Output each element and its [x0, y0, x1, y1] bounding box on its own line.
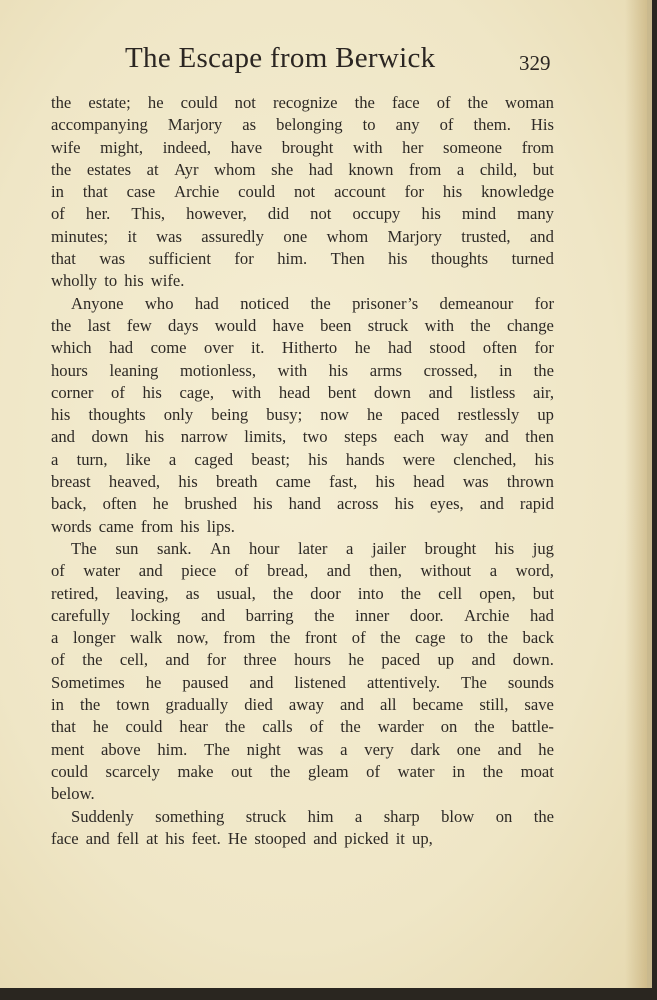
- text-line: carefully locking and barring the inner door. Archie had: [51, 605, 554, 625]
- text-line: a longer walk now, from the front of the cage to the back: [51, 628, 554, 648]
- text-line: that he could hear the calls of the warder on the battle-: [51, 717, 554, 737]
- text-line: in the town gradually died away and all became still, save: [51, 695, 554, 715]
- text-line: could scarcely make out the gleam of water in the moat: [51, 761, 554, 781]
- text-line: the estates at Ayr whom she had known from a child, but: [51, 159, 554, 179]
- paragraph: [51, 293, 554, 538]
- page-header: [0, 42, 652, 86]
- text-line: the last few days would have been struck with the change: [51, 315, 554, 335]
- text-line: of her. This, however, did not occupy his mind many: [51, 204, 554, 224]
- text-line: wholly to his wife.: [51, 271, 185, 291]
- text-line: corner of his cage, with head bent down and listless air,: [51, 382, 554, 402]
- text-line: a turn, like a caged beast; his hands were clenched, his: [51, 449, 554, 469]
- text-line: back, often he brushed his hand across his eyes, and rapid: [51, 494, 554, 514]
- text-line: hours leaning motionless, with his arms crossed, in the: [51, 360, 554, 380]
- text-line: breast heaved, his breath came fast, his head was thrown: [51, 472, 554, 492]
- text-line: that was sufficient for him. Then his thoughts turned: [51, 249, 554, 269]
- paragraph: [51, 806, 554, 851]
- text-line: of water and piece of bread, and then, without a word,: [51, 561, 554, 581]
- text-line: the estate; he could not recognize the face of the woman: [51, 93, 554, 112]
- text-line: Suddenly something struck him a sharp blow on the: [71, 806, 554, 826]
- text-line: wife might, indeed, have brought with her someone from: [51, 137, 554, 157]
- text-line: face and fell at his feet. He stooped and picked it up,: [51, 828, 433, 848]
- text-line: words came from his lips.: [51, 516, 235, 536]
- text-line: The sun sank. An hour later a jailer brought his jug: [71, 538, 554, 558]
- text-line: retired, leaving, as usual, the door into the cell open, but: [51, 583, 554, 603]
- paragraph: [51, 538, 554, 806]
- text-line: accompanying Marjory as belonging to any of them. His: [51, 115, 554, 135]
- text-line: Anyone who had noticed the prisoner’s demeanour for: [71, 293, 554, 313]
- body-text: [51, 92, 554, 850]
- text-line: in that case Archie could not account for his knowledge: [51, 182, 554, 202]
- text-line: which had come over it. Hitherto he had stood often for: [51, 338, 554, 358]
- text-line: below.: [51, 784, 95, 804]
- paragraph: [51, 92, 554, 293]
- text-line: and down his narrow limits, two steps each way and then: [51, 427, 554, 447]
- page-number: 329: [519, 51, 551, 75]
- running-title: The Escape from Berwick: [125, 42, 436, 74]
- text-line: his thoughts only being busy; now he paced restlessly up: [51, 405, 554, 425]
- text-line: minutes; it was assuredly one whom Marjory trusted, and: [51, 226, 554, 246]
- text-line: Sometimes he paused and listened attentively. The sounds: [51, 672, 554, 692]
- text-line: ment above him. The night was a very dark one and he: [51, 739, 554, 759]
- text-line: of the cell, and for three hours he paced up and down.: [51, 650, 554, 670]
